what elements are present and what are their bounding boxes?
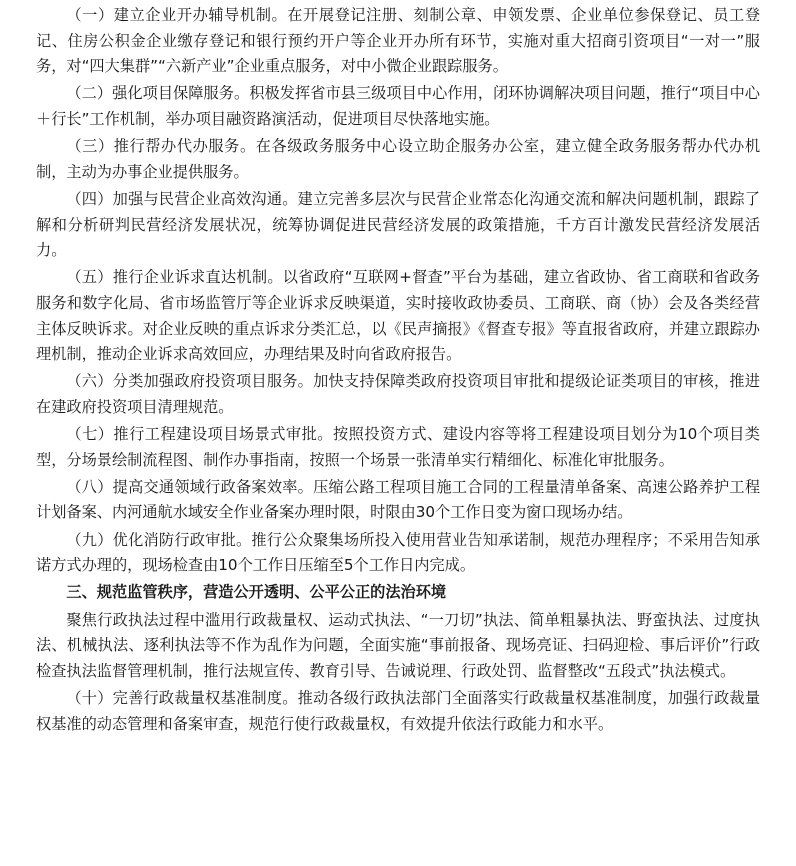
paragraph-private-enterprise-communication: （四）加强与民营企业高效沟通。建立完善多层次与民营企业常态化沟通交流和解决问题机制，跟踪了解和分析研判民营经济发展状况，统筹协调促进民营经济发展的政策措施，千方百计激发民营经济发展活力。	[36, 189, 760, 260]
paragraph-fire-approval: （九）优化消防行政审批。推行公众聚集场所投入使用营业告知承诺制，规范办理程序；不采用告知承诺方式办理的，现场检查由10个工作日压缩至5个工作日内完成。	[36, 530, 760, 575]
paragraph-enterprise-appeals: （五）推行企业诉求直达机制。以省政府“互联网+督查”平台为基础，建立省政协、省工商联和省政务服务和数字化局、省市场监管厅等企业诉求反映渠道，实时接收政协委员、工商联、商（协）会及各类经营主体反映诉求。对企业反映的重点诉求分类汇总，以《民声摘报》《督查专报》等直报省政府，并建立跟踪办理机制，推动企业诉求高效回应，办理结果及时向省政府报告。	[36, 268, 760, 364]
paragraph-scenario-approval: （七）推行工程建设项目场景式审批。按照投资方式、建设内容等将工程建设项目划分为10个项目类型，分场景绘制流程图、制作办事指南，按照一个场景一张清单实行精细化、标准化审批服务。	[36, 425, 760, 469]
paragraph-project-support: （二）强化项目保障服务。积极发挥省市县三级项目中心作用，闭环协调解决项目问题，推行“项目中心＋行长”工作机制，举办项目融资路演活动，促进项目尽快落地实施。	[36, 84, 760, 128]
paragraph-discretion-standard: （十）完善行政裁量权基准制度。推动各级行政执法部门全面落实行政裁量权基准制度，加强行政裁量权基准的动态管理和备案审查，规范行使行政裁量权，有效提升依法行政能力和水平。	[36, 688, 760, 733]
paragraph-traffic-filing: （八）提高交通领域行政备案效率。压缩公路工程项目施工合同的工程量清单备案、高速公路养护工程计划备案、内河通航水域安全作业备案办理时限，时限由30个工作日变为窗口现场办结。	[36, 477, 760, 522]
section-heading: 三、规范监管秩序，营造公开透明、公平公正的法治环境	[66, 583, 447, 602]
paragraph-law-enforcement: 聚焦行政执法过程中滥用行政裁量权、运动式执法、“一刀切”执法、简单粗暴执法、野蛮执法、过度执法、机械执法、逐利执法等不作为乱作为问题，全面实施“事前报备、现场亮证、扫码迎检、事后评价”行政检查执法监督管理机制，推行法规宣传、教育引导、告诫说理、行政处罚、监督整改“五段式”执法模式。	[36, 610, 760, 680]
paragraph-agency-service: （三）推行帮办代办服务。在各级政务服务中心设立助企服务办公室，建立健全政务服务帮办代办机制，主动为办事企业提供服务。	[36, 137, 760, 181]
paragraph-enterprise-startup: （一）建立企业开办辅导机制。在开展登记注册、刻制公章、申领发票、企业单位参保登记、员工登记、住房公积金企业缴存登记和银行预约开户等企业开办所有环节，实施对重大招商引资项目“一对一”服务，对“四大集群”“六新产业”企业重点服务，对中小微企业跟踪服务。	[36, 6, 760, 76]
paragraph-government-investment: （六）分类加强政府投资项目服务。加快支持保障类政府投资项目审批和提级论证类项目的审核，推进在建政府投资项目清理规范。	[36, 372, 760, 416]
